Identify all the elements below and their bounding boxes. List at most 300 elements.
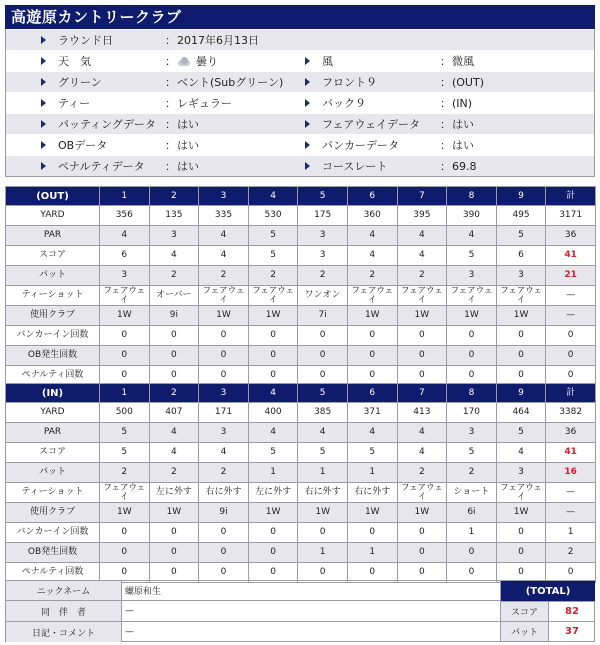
table-cell: 1W xyxy=(199,306,249,326)
table-cell: 5 xyxy=(100,423,150,443)
table-row xyxy=(6,463,596,483)
table-cell: 1W xyxy=(496,306,546,326)
table-cell: 2 xyxy=(447,463,497,483)
nickname-label: ニックネーム xyxy=(6,581,122,600)
course-rating-label: コースレート xyxy=(321,160,388,173)
table-cell: 500 xyxy=(100,403,150,423)
out-hole-3: 3 xyxy=(199,187,249,206)
ob-data-label: OBデータ xyxy=(58,139,108,152)
table-cell: 4 xyxy=(199,246,249,266)
putting-data-label: パッティングデータ xyxy=(58,118,156,131)
row-label: ペナルティ回数 xyxy=(6,563,100,583)
round-date-value-text: 2017年6月13日 xyxy=(177,34,259,47)
table-cell: 407 xyxy=(149,403,199,423)
table-cell: 右に外す xyxy=(298,483,348,503)
colon: ： xyxy=(165,160,176,173)
out-score-table xyxy=(5,186,596,386)
total-score-label: スコア xyxy=(501,602,549,621)
table-cell: 0 xyxy=(199,346,249,366)
arrow-right-icon xyxy=(41,78,46,86)
table-cell: 5 xyxy=(100,443,150,463)
table-cell: 0 xyxy=(199,523,249,543)
out-hole-9: 9 xyxy=(496,187,546,206)
table-cell: 464 xyxy=(496,403,546,423)
table-cell: 6 xyxy=(496,246,546,266)
table-cell: — xyxy=(546,306,596,326)
nickname-value: 螺原和生 xyxy=(125,587,162,597)
back-nine-value-text: (IN) xyxy=(451,96,473,110)
table-cell: 36 xyxy=(546,226,596,246)
table-cell: フェアウェイ xyxy=(199,286,249,306)
table-row xyxy=(6,226,596,246)
table-cell: 4 xyxy=(149,443,199,463)
total-putt-row xyxy=(501,621,595,641)
table-cell: 3 xyxy=(496,463,546,483)
colon: ： xyxy=(439,76,451,89)
total-putt-label: パット xyxy=(501,622,549,641)
table-cell: 0 xyxy=(100,543,150,563)
table-cell: 41 xyxy=(546,246,596,266)
table-cell: フェアウェイ xyxy=(248,286,298,306)
table-cell: 0 xyxy=(496,366,546,386)
table-cell: 0 xyxy=(149,543,199,563)
info-cell xyxy=(305,114,594,135)
table-cell: 1W xyxy=(397,306,447,326)
row-label: バンカーイン回数 xyxy=(6,523,100,543)
in-hole-7: 7 xyxy=(397,384,447,403)
weather-value xyxy=(177,53,218,69)
penalty-data-value-text: はい xyxy=(177,160,199,173)
companion-value: — xyxy=(125,606,134,616)
table-cell: 0 xyxy=(298,326,348,346)
table-cell: 0 xyxy=(447,326,497,346)
bunker-data-label: バンカーデータ xyxy=(321,139,399,152)
arrow-right-icon xyxy=(305,120,310,128)
table-cell: 0 xyxy=(546,563,596,583)
table-cell: 2 xyxy=(347,266,397,286)
out-hole-4: 4 xyxy=(248,187,298,206)
row-label: PAR xyxy=(6,226,100,246)
table-cell: 4 xyxy=(397,246,447,266)
table-cell: 356 xyxy=(100,206,150,226)
fairway-data-value-text: はい xyxy=(451,118,474,131)
table-cell: — xyxy=(546,286,596,306)
table-cell: 0 xyxy=(496,326,546,346)
weather-label: 天 気 xyxy=(58,55,91,68)
putting-data-value-text: はい xyxy=(177,118,199,131)
table-cell: 0 xyxy=(546,346,596,366)
info-cell xyxy=(6,135,305,156)
table-cell: 1 xyxy=(347,463,397,483)
table-cell: フェアウェイ xyxy=(100,286,150,306)
table-cell: 3 xyxy=(447,266,497,286)
table-cell: 0 xyxy=(397,346,447,366)
table-cell: 1 xyxy=(298,543,348,563)
table-cell: 2 xyxy=(149,463,199,483)
table-row xyxy=(6,206,596,226)
info-cell xyxy=(305,93,594,114)
table-cell: 左に外す xyxy=(248,483,298,503)
table-cell: 0 xyxy=(248,326,298,346)
wind-value xyxy=(452,53,474,69)
course-title: 高遊原カントリークラブ xyxy=(5,5,595,29)
info-row xyxy=(6,92,594,113)
table-cell: 2 xyxy=(199,266,249,286)
table-cell: 1W xyxy=(100,306,150,326)
table-cell: 0 xyxy=(248,563,298,583)
info-cell xyxy=(305,156,594,177)
total-score-value: 82 xyxy=(565,606,579,617)
total-score-row xyxy=(501,601,595,621)
colon: ： xyxy=(165,97,176,110)
table-cell: 0 xyxy=(149,563,199,583)
colon: ： xyxy=(165,118,176,131)
table-cell: 0 xyxy=(347,326,397,346)
table-row xyxy=(6,326,596,346)
table-cell: フェアウェイ xyxy=(496,286,546,306)
table-cell: 右に外す xyxy=(199,483,249,503)
table-cell: 2 xyxy=(199,463,249,483)
table-cell: 41 xyxy=(546,443,596,463)
table-cell: 4 xyxy=(447,226,497,246)
table-cell: 413 xyxy=(397,403,447,423)
table-cell: 4 xyxy=(397,443,447,463)
table-cell: 0 xyxy=(199,543,249,563)
info-cell xyxy=(6,51,305,72)
table-cell: 0 xyxy=(546,326,596,346)
penalty-data-value xyxy=(177,158,199,174)
arrow-right-icon xyxy=(305,78,310,86)
info-cell xyxy=(6,93,305,114)
table-cell: 0 xyxy=(100,366,150,386)
round-info-panel xyxy=(5,29,595,177)
table-cell: — xyxy=(546,483,596,503)
table-cell: ワンオン xyxy=(298,286,348,306)
out-side-label: (OUT) xyxy=(6,187,100,206)
arrow-right-icon xyxy=(305,162,310,170)
in-side-label: (IN) xyxy=(6,384,100,403)
table-cell: 0 xyxy=(199,326,249,346)
row-label: 使用クラブ xyxy=(6,503,100,523)
summary-panel xyxy=(5,580,595,642)
table-cell: フェアウェイ xyxy=(447,286,497,306)
row-label: スコア xyxy=(6,443,100,463)
info-cell xyxy=(6,156,305,177)
table-row xyxy=(6,403,596,423)
table-cell: 0 xyxy=(397,326,447,346)
table-cell: 21 xyxy=(546,266,596,286)
info-row xyxy=(6,50,594,71)
table-cell: 0 xyxy=(100,523,150,543)
row-label: バンカーイン回数 xyxy=(6,326,100,346)
colon: ： xyxy=(165,55,176,68)
tee-label: ティー xyxy=(58,97,91,110)
table-cell: 2 xyxy=(149,266,199,286)
table-cell: 3 xyxy=(100,266,150,286)
table-cell: 1W xyxy=(248,306,298,326)
table-cell: 4 xyxy=(347,226,397,246)
table-cell: 6i xyxy=(447,503,497,523)
table-cell: 385 xyxy=(298,403,348,423)
colon: ： xyxy=(439,97,451,110)
table-cell: 6 xyxy=(100,246,150,266)
arrow-right-icon xyxy=(41,36,46,44)
table-cell: 5 xyxy=(496,226,546,246)
ob-data-value-text: はい xyxy=(177,139,199,152)
table-cell: フェアウェイ xyxy=(100,483,150,503)
table-cell: 0 xyxy=(100,563,150,583)
ob-data-value xyxy=(177,137,199,153)
info-cell xyxy=(305,135,594,156)
table-cell: 5 xyxy=(347,443,397,463)
info-cell xyxy=(305,30,594,51)
table-cell: 1 xyxy=(447,523,497,543)
info-row xyxy=(6,113,594,134)
table-cell: 335 xyxy=(199,206,249,226)
table-cell: 0 xyxy=(397,563,447,583)
row-label: OB発生回数 xyxy=(6,543,100,563)
row-label: PAR xyxy=(6,423,100,443)
wind-label: 風 xyxy=(321,55,333,68)
table-cell: 2 xyxy=(546,543,596,563)
table-cell: 9i xyxy=(199,503,249,523)
green-value xyxy=(177,74,283,90)
table-cell: 0 xyxy=(248,543,298,563)
table-cell: 0 xyxy=(496,346,546,366)
info-row xyxy=(6,155,594,176)
table-cell: 390 xyxy=(447,206,497,226)
arrow-right-icon xyxy=(305,141,310,149)
table-cell: 0 xyxy=(347,366,397,386)
table-cell: 0 xyxy=(298,523,348,543)
tee-value-text: レギュラー xyxy=(177,97,232,110)
table-cell: 0 xyxy=(199,366,249,386)
table-cell: 1W xyxy=(447,306,497,326)
table-cell: 2 xyxy=(100,463,150,483)
table-row xyxy=(6,286,596,306)
row-label: OB発生回数 xyxy=(6,346,100,366)
table-cell: 0 xyxy=(496,523,546,543)
row-label: 使用クラブ xyxy=(6,306,100,326)
in-hole-9: 9 xyxy=(496,384,546,403)
bunker-data-value-text: はい xyxy=(451,139,474,152)
table-cell: 0 xyxy=(397,366,447,386)
table-cell: 5 xyxy=(298,443,348,463)
front-nine-label: フロント９ xyxy=(321,76,377,89)
table-cell: 4 xyxy=(199,226,249,246)
total-putt-value: 37 xyxy=(565,626,579,637)
colon: ： xyxy=(165,34,176,47)
out-hole-6: 6 xyxy=(347,187,397,206)
table-cell: 170 xyxy=(447,403,497,423)
out-header-row xyxy=(6,187,596,206)
in-hole-5: 5 xyxy=(298,384,348,403)
arrow-right-icon xyxy=(41,99,46,107)
table-cell: 2 xyxy=(248,266,298,286)
table-cell: 左に外す xyxy=(149,483,199,503)
table-cell: 3 xyxy=(199,423,249,443)
table-cell: 0 xyxy=(397,543,447,563)
table-cell: 1W xyxy=(149,503,199,523)
table-cell: 2 xyxy=(397,463,447,483)
info-cell xyxy=(305,72,594,93)
table-cell: フェアウェイ xyxy=(397,286,447,306)
table-cell: 0 xyxy=(447,366,497,386)
green-value-text: ベント(Subグリーン) xyxy=(177,76,284,89)
colon: ： xyxy=(165,139,176,152)
table-cell: 5 xyxy=(447,246,497,266)
table-cell: 0 xyxy=(496,563,546,583)
row-label: YARD xyxy=(6,206,100,226)
table-cell: 0 xyxy=(347,523,397,543)
info-row xyxy=(6,71,594,92)
table-cell: 3 xyxy=(149,226,199,246)
table-cell: 1 xyxy=(347,543,397,563)
out-hole-8: 8 xyxy=(447,187,497,206)
front-nine-value xyxy=(452,76,484,89)
row-label: ペナルティ回数 xyxy=(6,366,100,386)
table-cell: 0 xyxy=(447,543,497,563)
diary-row xyxy=(6,622,500,642)
table-cell: 0 xyxy=(496,543,546,563)
table-cell: 5 xyxy=(248,246,298,266)
table-cell: 0 xyxy=(149,366,199,386)
out-hole-1: 1 xyxy=(100,187,150,206)
table-cell: フェアウェイ xyxy=(397,483,447,503)
table-cell: 4 xyxy=(149,423,199,443)
table-cell: 4 xyxy=(347,246,397,266)
table-cell: 4 xyxy=(298,423,348,443)
table-cell: 1W xyxy=(298,503,348,523)
table-cell: オーバー xyxy=(149,286,199,306)
arrow-right-icon xyxy=(41,162,46,170)
fairway-data-value xyxy=(452,116,474,132)
table-cell: 0 xyxy=(298,366,348,386)
info-cell xyxy=(6,72,305,93)
in-hole-3: 3 xyxy=(199,384,249,403)
in-hole-2: 2 xyxy=(149,384,199,403)
green-label: グリーン xyxy=(58,76,102,89)
in-hole-10: 計 xyxy=(546,384,596,403)
table-cell: 4 xyxy=(397,423,447,443)
colon: ： xyxy=(439,55,451,68)
table-cell: 3 xyxy=(496,266,546,286)
row-label: ティーショット xyxy=(6,483,100,503)
table-cell: 4 xyxy=(347,423,397,443)
table-cell: 2 xyxy=(397,266,447,286)
penalty-data-label: ペナルティデータ xyxy=(58,160,145,173)
table-cell: 4 xyxy=(149,246,199,266)
colon: ： xyxy=(439,160,451,173)
table-cell: 1W xyxy=(397,503,447,523)
table-cell: 4 xyxy=(199,443,249,463)
table-row xyxy=(6,423,596,443)
row-label: ティーショット xyxy=(6,286,100,306)
companion-row xyxy=(6,601,500,622)
table-cell: 0 xyxy=(298,563,348,583)
table-cell: 360 xyxy=(347,206,397,226)
table-cell: 0 xyxy=(248,346,298,366)
table-cell: 4 xyxy=(100,226,150,246)
table-cell: 0 xyxy=(447,563,497,583)
round-date-value xyxy=(177,32,259,48)
table-cell: 0 xyxy=(100,326,150,346)
colon: ： xyxy=(165,76,176,89)
table-cell: 530 xyxy=(248,206,298,226)
course-rating-value xyxy=(452,160,477,173)
out-hole-2: 2 xyxy=(149,187,199,206)
table-cell: 3 xyxy=(447,423,497,443)
diary-value: — xyxy=(125,627,134,637)
arrow-right-icon xyxy=(41,57,46,65)
info-row xyxy=(6,134,594,155)
table-cell: 3382 xyxy=(546,403,596,423)
weather-value-text: 曇り xyxy=(196,55,218,68)
table-row xyxy=(6,266,596,286)
wind-value-text: 微風 xyxy=(451,55,474,68)
table-cell: 右に外す xyxy=(347,483,397,503)
row-label: パット xyxy=(6,266,100,286)
arrow-right-icon xyxy=(305,99,310,107)
info-cell xyxy=(305,51,594,72)
table-cell: 3 xyxy=(298,226,348,246)
table-row xyxy=(6,543,596,563)
table-cell: 3171 xyxy=(546,206,596,226)
table-cell: 135 xyxy=(149,206,199,226)
table-cell: 16 xyxy=(546,463,596,483)
table-cell: 0 xyxy=(546,366,596,386)
table-cell: 4 xyxy=(397,226,447,246)
table-cell: 0 xyxy=(347,563,397,583)
table-cell: 0 xyxy=(149,523,199,543)
table-cell: 0 xyxy=(347,346,397,366)
tee-value xyxy=(177,95,232,111)
table-cell: 4 xyxy=(496,443,546,463)
out-hole-5: 5 xyxy=(298,187,348,206)
colon: ： xyxy=(439,139,451,152)
arrow-right-icon xyxy=(41,120,46,128)
round-date-label: ラウンド日 xyxy=(58,34,113,47)
putting-data-value xyxy=(177,116,199,132)
table-cell: 1W xyxy=(248,503,298,523)
table-cell: 1W xyxy=(496,503,546,523)
table-cell: 400 xyxy=(248,403,298,423)
table-row xyxy=(6,523,596,543)
companion-label: 同 伴 者 xyxy=(6,601,122,621)
info-cell xyxy=(6,30,305,51)
table-row xyxy=(6,346,596,366)
table-cell: 1W xyxy=(347,306,397,326)
table-cell: 175 xyxy=(298,206,348,226)
table-row xyxy=(6,443,596,463)
table-cell: 3 xyxy=(298,246,348,266)
row-label: YARD xyxy=(6,403,100,423)
in-hole-8: 8 xyxy=(447,384,497,403)
table-cell: 0 xyxy=(248,523,298,543)
table-cell: 0 xyxy=(149,326,199,346)
fairway-data-label: フェアウェイデータ xyxy=(321,118,420,131)
arrow-right-icon xyxy=(41,141,46,149)
table-cell: 395 xyxy=(397,206,447,226)
table-cell: 1 xyxy=(546,523,596,543)
table-cell: 1 xyxy=(248,463,298,483)
table-cell: 36 xyxy=(546,423,596,443)
nickname-row xyxy=(6,581,500,601)
table-cell: 1W xyxy=(100,503,150,523)
table-cell: 0 xyxy=(149,346,199,366)
table-cell: — xyxy=(546,503,596,523)
diary-label: 日記・コメント xyxy=(6,622,122,642)
